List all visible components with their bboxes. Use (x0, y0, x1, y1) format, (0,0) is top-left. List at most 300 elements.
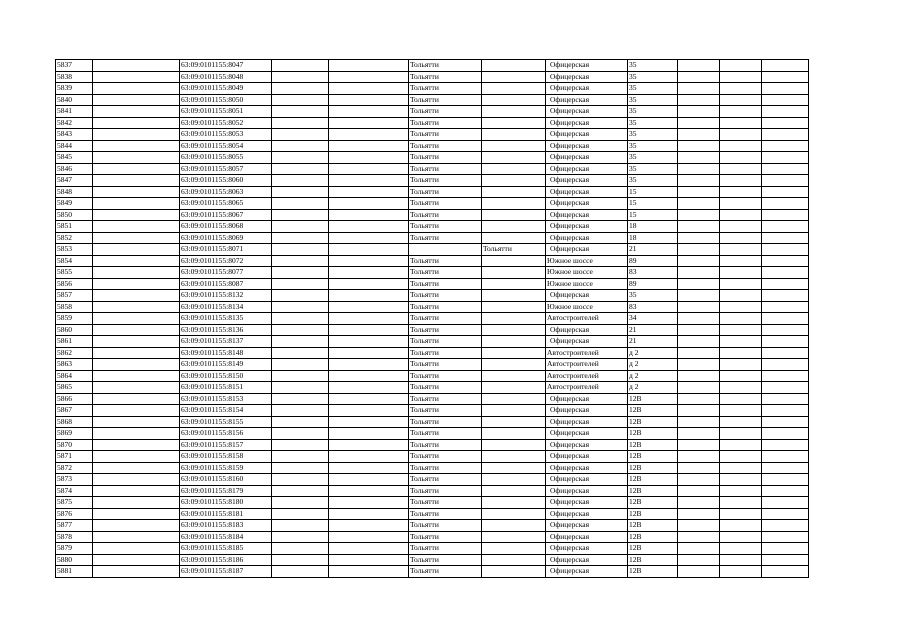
street-cell: Офицерская (546, 106, 628, 118)
city-cell-alt (482, 382, 546, 394)
empty-cell (678, 497, 720, 509)
empty-cell (329, 462, 409, 474)
empty-cell (720, 382, 762, 394)
city-cell: Тольятти (409, 485, 482, 497)
city-cell-alt (482, 462, 546, 474)
empty-cell (762, 163, 809, 175)
empty-cell (272, 117, 329, 129)
empty-cell (678, 405, 720, 417)
empty-cell (272, 416, 329, 428)
empty-cell (762, 301, 809, 313)
street-cell: Автостроителей (546, 313, 628, 325)
house-cell: 12В (628, 462, 678, 474)
empty-cell (678, 255, 720, 267)
house-cell: 12В (628, 508, 678, 520)
empty-cell (93, 301, 180, 313)
house-cell: 35 (628, 290, 678, 302)
empty-cell (329, 313, 409, 325)
empty-cell (93, 393, 180, 405)
city-cell-alt (482, 221, 546, 233)
city-cell: Тольятти (409, 405, 482, 417)
empty-cell (93, 347, 180, 359)
empty-cell (272, 313, 329, 325)
table-row (56, 485, 809, 497)
empty-cell (678, 244, 720, 256)
cadastral-number: 63:09:0101155:8137 (180, 336, 272, 348)
city-cell: Тольятти (409, 278, 482, 290)
city-cell-alt (482, 370, 546, 382)
street-cell: Офицерская (546, 117, 628, 129)
empty-cell (329, 485, 409, 497)
table-body (56, 60, 809, 578)
empty-cell (93, 520, 180, 532)
empty-cell (329, 209, 409, 221)
city-cell: Тольятти (409, 508, 482, 520)
city-cell: Тольятти (409, 175, 482, 187)
street-cell: Офицерская (546, 554, 628, 566)
cadastral-number: 63:09:0101155:8071 (180, 244, 272, 256)
empty-cell (720, 439, 762, 451)
house-cell: 12В (628, 543, 678, 555)
house-cell: 15 (628, 198, 678, 210)
city-cell: Тольятти (409, 566, 482, 578)
city-cell-alt (482, 129, 546, 141)
house-cell: д 2 (628, 359, 678, 371)
empty-cell (762, 439, 809, 451)
empty-cell (93, 106, 180, 118)
empty-cell (329, 554, 409, 566)
house-cell: 18 (628, 221, 678, 233)
empty-cell (329, 186, 409, 198)
row-number: 5867 (56, 405, 93, 417)
city-cell: Тольятти (409, 382, 482, 394)
cadastral-number: 63:09:0101155:8051 (180, 106, 272, 118)
city-cell-alt (482, 94, 546, 106)
city-cell-alt (482, 428, 546, 440)
empty-cell (762, 140, 809, 152)
empty-cell (93, 485, 180, 497)
empty-cell (272, 163, 329, 175)
empty-cell (93, 543, 180, 555)
table-row (56, 83, 809, 95)
empty-cell (272, 405, 329, 417)
empty-cell (720, 336, 762, 348)
cadastral-number: 63:09:0101155:8060 (180, 175, 272, 187)
empty-cell (678, 393, 720, 405)
empty-cell (678, 451, 720, 463)
empty-cell (93, 416, 180, 428)
empty-cell (93, 175, 180, 187)
empty-cell (329, 290, 409, 302)
street-cell: Офицерская (546, 520, 628, 532)
empty-cell (678, 439, 720, 451)
city-cell-alt (482, 485, 546, 497)
table-row (56, 140, 809, 152)
table-row (56, 209, 809, 221)
table-row (56, 60, 809, 72)
city-cell: Тольятти (409, 290, 482, 302)
row-number: 5878 (56, 531, 93, 543)
empty-cell (93, 359, 180, 371)
cadastral-number: 63:09:0101155:8068 (180, 221, 272, 233)
empty-cell (762, 129, 809, 141)
empty-cell (678, 359, 720, 371)
empty-cell (720, 554, 762, 566)
cadastral-number: 63:09:0101155:8180 (180, 497, 272, 509)
empty-cell (272, 324, 329, 336)
empty-cell (720, 324, 762, 336)
house-cell: 15 (628, 186, 678, 198)
empty-cell (329, 531, 409, 543)
empty-cell (93, 324, 180, 336)
empty-cell (762, 106, 809, 118)
empty-cell (678, 106, 720, 118)
empty-cell (720, 428, 762, 440)
city-cell: Тольятти (409, 359, 482, 371)
empty-cell (720, 416, 762, 428)
empty-cell (93, 209, 180, 221)
empty-cell (93, 152, 180, 164)
city-cell: Тольятти (409, 83, 482, 95)
street-cell: Офицерская (546, 94, 628, 106)
cadastral-number: 63:09:0101155:8153 (180, 393, 272, 405)
street-cell: Офицерская (546, 497, 628, 509)
street-cell: Автостроителей (546, 347, 628, 359)
house-cell: 12В (628, 520, 678, 532)
row-number: 5850 (56, 209, 93, 221)
city-cell: Тольятти (409, 301, 482, 313)
empty-cell (720, 347, 762, 359)
city-cell-alt (482, 324, 546, 336)
city-cell: Тольятти (409, 163, 482, 175)
city-cell: Тольятти (409, 221, 482, 233)
house-cell: 21 (628, 244, 678, 256)
house-cell: 18 (628, 232, 678, 244)
city-cell-alt (482, 106, 546, 118)
city-cell-alt (482, 198, 546, 210)
row-number: 5860 (56, 324, 93, 336)
house-cell: 35 (628, 140, 678, 152)
table-row (56, 554, 809, 566)
empty-cell (93, 336, 180, 348)
city-cell-alt (482, 497, 546, 509)
empty-cell (762, 198, 809, 210)
row-number: 5849 (56, 198, 93, 210)
empty-cell (720, 393, 762, 405)
street-cell: Офицерская (546, 163, 628, 175)
empty-cell (329, 439, 409, 451)
empty-cell (329, 324, 409, 336)
row-number: 5876 (56, 508, 93, 520)
empty-cell (272, 347, 329, 359)
empty-cell (762, 267, 809, 279)
city-cell-alt (482, 290, 546, 302)
empty-cell (93, 278, 180, 290)
table-row (56, 232, 809, 244)
row-number: 5881 (56, 566, 93, 578)
empty-cell (762, 485, 809, 497)
empty-cell (678, 232, 720, 244)
street-cell: Офицерская (546, 485, 628, 497)
empty-cell (329, 60, 409, 72)
empty-cell (720, 106, 762, 118)
house-cell: 21 (628, 324, 678, 336)
empty-cell (720, 140, 762, 152)
row-number: 5853 (56, 244, 93, 256)
city-cell: Тольятти (409, 554, 482, 566)
empty-cell (272, 71, 329, 83)
row-number: 5865 (56, 382, 93, 394)
street-cell: Южное шоссе (546, 301, 628, 313)
empty-cell (93, 232, 180, 244)
empty-cell (762, 117, 809, 129)
street-cell: Офицерская (546, 474, 628, 486)
table-row (56, 106, 809, 118)
cadastral-number: 63:09:0101155:8157 (180, 439, 272, 451)
city-cell-alt (482, 117, 546, 129)
city-cell: Тольятти (409, 520, 482, 532)
empty-cell (329, 405, 409, 417)
empty-cell (762, 405, 809, 417)
empty-cell (329, 393, 409, 405)
street-cell: Офицерская (546, 324, 628, 336)
empty-cell (93, 186, 180, 198)
empty-cell (720, 543, 762, 555)
house-cell: 12В (628, 405, 678, 417)
table-row (56, 347, 809, 359)
cadastral-number: 63:09:0101155:8181 (180, 508, 272, 520)
city-cell: Тольятти (409, 140, 482, 152)
house-cell: 89 (628, 255, 678, 267)
cadastral-number: 63:09:0101155:8148 (180, 347, 272, 359)
empty-cell (272, 520, 329, 532)
street-cell: Офицерская (546, 405, 628, 417)
city-cell: Тольятти (409, 71, 482, 83)
street-cell: Офицерская (546, 152, 628, 164)
city-cell: Тольятти (409, 347, 482, 359)
empty-cell (329, 152, 409, 164)
city-cell: Тольятти (409, 232, 482, 244)
city-cell: Тольятти (409, 543, 482, 555)
house-cell: 21 (628, 336, 678, 348)
city-cell-alt (482, 336, 546, 348)
empty-cell (762, 428, 809, 440)
empty-cell (678, 209, 720, 221)
table-row (56, 416, 809, 428)
city-cell-alt (482, 566, 546, 578)
city-cell: Тольятти (409, 497, 482, 509)
empty-cell (720, 221, 762, 233)
house-cell: 35 (628, 94, 678, 106)
empty-cell (272, 301, 329, 313)
city-cell-alt (482, 163, 546, 175)
empty-cell (329, 382, 409, 394)
empty-cell (720, 175, 762, 187)
row-number: 5868 (56, 416, 93, 428)
house-cell: 35 (628, 129, 678, 141)
empty-cell (762, 451, 809, 463)
table-row (56, 267, 809, 279)
empty-cell (329, 163, 409, 175)
house-cell: 89 (628, 278, 678, 290)
row-number: 5847 (56, 175, 93, 187)
empty-cell (720, 129, 762, 141)
city-cell: Тольятти (409, 313, 482, 325)
city-cell-alt (482, 554, 546, 566)
table-row (56, 566, 809, 578)
empty-cell (678, 117, 720, 129)
row-number: 5839 (56, 83, 93, 95)
house-cell: 34 (628, 313, 678, 325)
city-cell-alt (482, 520, 546, 532)
empty-cell (93, 405, 180, 417)
empty-cell (93, 554, 180, 566)
table-row (56, 393, 809, 405)
table-row (56, 301, 809, 313)
empty-cell (720, 566, 762, 578)
street-cell: Офицерская (546, 244, 628, 256)
street-cell: Офицерская (546, 175, 628, 187)
empty-cell (272, 290, 329, 302)
empty-cell (93, 71, 180, 83)
empty-cell (272, 106, 329, 118)
house-cell: 35 (628, 83, 678, 95)
house-cell: 12В (628, 428, 678, 440)
empty-cell (720, 451, 762, 463)
empty-cell (93, 221, 180, 233)
empty-cell (93, 83, 180, 95)
street-cell: Офицерская (546, 198, 628, 210)
empty-cell (272, 370, 329, 382)
empty-cell (720, 278, 762, 290)
table-row (56, 221, 809, 233)
city-cell: Тольятти (409, 198, 482, 210)
cadastral-number: 63:09:0101155:8132 (180, 290, 272, 302)
row-number: 5841 (56, 106, 93, 118)
empty-cell (678, 267, 720, 279)
empty-cell (329, 278, 409, 290)
cadastral-number: 63:09:0101155:8135 (180, 313, 272, 325)
empty-cell (762, 152, 809, 164)
empty-cell (93, 497, 180, 509)
empty-cell (272, 186, 329, 198)
table-row (56, 462, 809, 474)
cadastral-number: 63:09:0101155:8184 (180, 531, 272, 543)
house-cell: 12В (628, 451, 678, 463)
row-number: 5842 (56, 117, 93, 129)
empty-cell (678, 290, 720, 302)
empty-cell (678, 543, 720, 555)
row-number: 5854 (56, 255, 93, 267)
empty-cell (329, 508, 409, 520)
empty-cell (329, 267, 409, 279)
street-cell: Офицерская (546, 83, 628, 95)
city-cell-alt (482, 140, 546, 152)
table-row (56, 313, 809, 325)
house-cell: 35 (628, 163, 678, 175)
house-cell: 15 (628, 209, 678, 221)
house-cell: 83 (628, 301, 678, 313)
street-cell: Офицерская (546, 531, 628, 543)
street-cell: Офицерская (546, 290, 628, 302)
table-row (56, 451, 809, 463)
table-row (56, 244, 809, 256)
empty-cell (329, 175, 409, 187)
house-cell: 12В (628, 566, 678, 578)
empty-cell (720, 267, 762, 279)
house-cell: д 2 (628, 370, 678, 382)
empty-cell (762, 347, 809, 359)
empty-cell (272, 336, 329, 348)
empty-cell (329, 232, 409, 244)
empty-cell (678, 370, 720, 382)
empty-cell (762, 209, 809, 221)
cadastral-number: 63:09:0101155:8072 (180, 255, 272, 267)
empty-cell (272, 531, 329, 543)
table-row (56, 336, 809, 348)
cadastral-number: 63:09:0101155:8186 (180, 554, 272, 566)
empty-cell (762, 462, 809, 474)
empty-cell (329, 566, 409, 578)
table-row (56, 255, 809, 267)
empty-cell (272, 462, 329, 474)
row-number: 5843 (56, 129, 93, 141)
row-number: 5880 (56, 554, 93, 566)
empty-cell (93, 129, 180, 141)
empty-cell (678, 175, 720, 187)
empty-cell (93, 439, 180, 451)
row-number: 5846 (56, 163, 93, 175)
city-cell: Тольятти (409, 416, 482, 428)
table-row (56, 531, 809, 543)
row-number: 5857 (56, 290, 93, 302)
empty-cell (720, 163, 762, 175)
city-cell: Тольятти (409, 117, 482, 129)
street-cell: Офицерская (546, 451, 628, 463)
city-cell-alt (482, 313, 546, 325)
cadastral-number: 63:09:0101155:8069 (180, 232, 272, 244)
empty-cell (720, 255, 762, 267)
cadastral-number: 63:09:0101155:8065 (180, 198, 272, 210)
empty-cell (272, 140, 329, 152)
empty-cell (678, 221, 720, 233)
row-number: 5879 (56, 543, 93, 555)
street-cell: Офицерская (546, 232, 628, 244)
house-cell: 12В (628, 531, 678, 543)
empty-cell (329, 359, 409, 371)
empty-cell (272, 255, 329, 267)
city-cell-alt (482, 531, 546, 543)
empty-cell (678, 382, 720, 394)
row-number: 5856 (56, 278, 93, 290)
cadastral-number: 63:09:0101155:8134 (180, 301, 272, 313)
empty-cell (329, 71, 409, 83)
street-cell: Офицерская (546, 462, 628, 474)
city-cell-alt (482, 209, 546, 221)
cadastral-number: 63:09:0101155:8151 (180, 382, 272, 394)
table-row (56, 428, 809, 440)
street-cell: Офицерская (546, 416, 628, 428)
empty-cell (678, 508, 720, 520)
empty-cell (329, 244, 409, 256)
empty-cell (678, 520, 720, 532)
cadastral-number: 63:09:0101155:8159 (180, 462, 272, 474)
row-number: 5861 (56, 336, 93, 348)
city-cell: Тольятти (409, 439, 482, 451)
city-cell-alt (482, 543, 546, 555)
empty-cell (272, 232, 329, 244)
street-cell: Офицерская (546, 439, 628, 451)
